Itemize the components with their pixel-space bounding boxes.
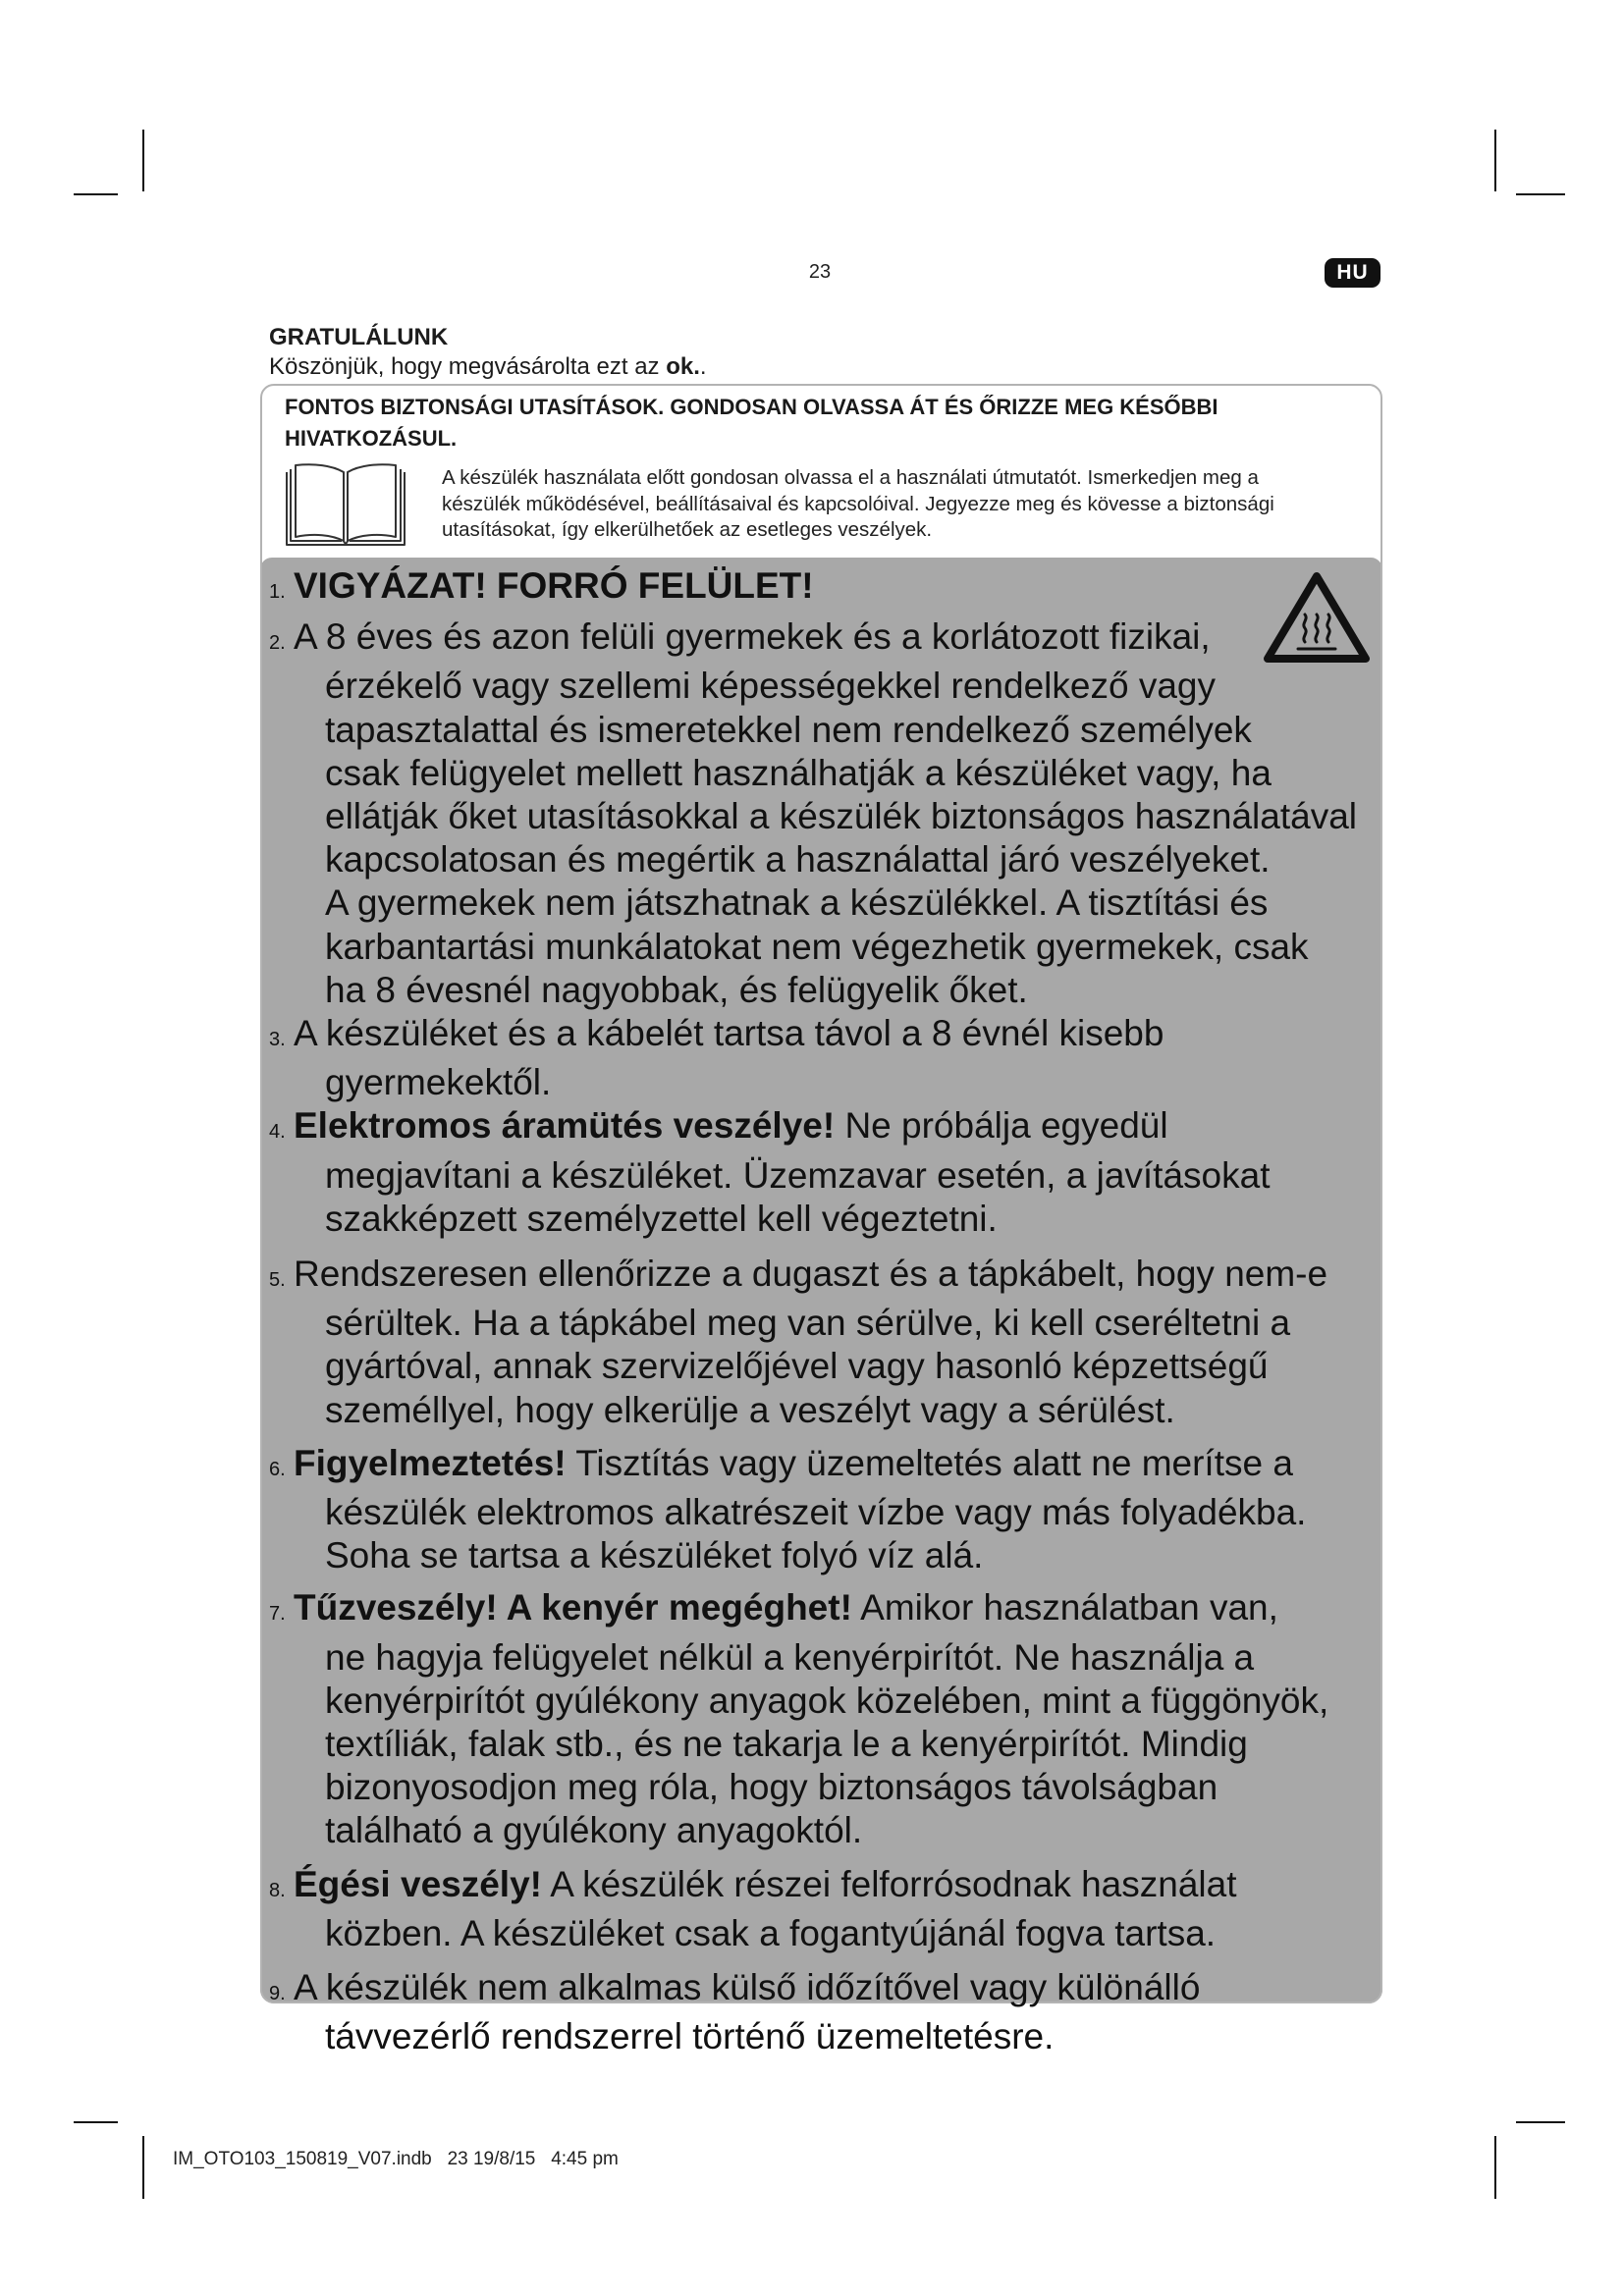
safety-item-line: kapcsolatosan és megértik a használattal járó veszélyeket. [325,839,1271,881]
safety-item-line: személlyel, hogy elkerülje a veszélyt vagy a sérülést. [325,1389,1175,1430]
crop-mark-bottom-left-vertical [142,2136,144,2199]
safety-item-line: kenyérpirítót gyúlékony anyagok közelében, mint a függönyök, [325,1680,1329,1721]
item-text: A készüléket és a kábelét tartsa távol a 8 évnél kisebb [294,1013,1164,1054]
safety-item [269,615,1382,1012]
item-number: 9. [269,1983,286,2005]
safety-items-list [269,564,1382,2059]
safety-item [269,1863,1382,1955]
safety-item-line [269,564,1382,614]
safety-item-line: sérültek. Ha a tápkábel meg van sérülve, ki kell cseréltetni a [325,1303,1291,1344]
safety-item-line: megjavítani a készüléket. Üzemzavar esetén, a javításokat [325,1154,1271,1196]
safety-item-line: ha 8 évesnél nagyobbak, és felügyelik őket. [325,969,1028,1010]
safety-item-line: távvezérlő rendszerrel történő üzemeltetésre. [325,2016,1055,2057]
safety-item-line [269,1104,1382,1153]
thanks-text: Köszönjük, hogy megvásárolta ezt az [269,353,667,380]
safety-note-line: A készülék használata előtt gondosan olvassa el a használati útmutatót. Ismerkedjen meg a [442,466,1259,489]
item-number: 8. [269,1879,286,1901]
item-bold-text: Elektromos áramütés veszélye! [294,1105,836,1147]
item-number: 7. [269,1603,286,1626]
safety-item-line: ne hagyja felügyelet nélkül a kenyérpirítót. Ne használja a [325,1636,1255,1678]
safety-item-line: A gyermekek nem játszhatnak a készülékkel. A tisztítási és [325,882,1269,924]
safety-item-line: Soha se tartsa a készüléket folyó víz alá. [325,1535,984,1576]
safety-item-line: gyermekektől. [325,1062,552,1103]
page-number: 23 [808,261,832,283]
safety-item-line: tapasztalattal és ismeretekkel nem rendelkező személyek [325,709,1252,750]
safety-item-line: textíliák, falak stb., és ne takarja le a kenyérpirítót. Mindig [325,1724,1248,1765]
intro-thanks [269,353,707,381]
thanks-brand: ok. [666,353,700,380]
safety-item-line: szakképzett személyzettel kell végeztetni. [325,1198,998,1239]
item-text: Ne próbálja egyedül [835,1105,1168,1147]
crop-mark-top-right-vertical [1494,130,1496,191]
safety-item-line: készülék elektromos alkatrészeit vízbe vagy más folyadékba. [325,1492,1307,1533]
safety-item-line: ellátják őket utasításokkal a készülék biztonságos használatával [325,796,1357,837]
safety-item-line: csak felügyelet mellett használhatják a készüléket vagy, ha [325,752,1272,793]
item-bold-text: Égési veszély! [294,1863,542,1904]
safety-note-line: készülék működésével, beállításaival és kapcsolóival. Jegyezze meg és kövesse a biztonsági [442,492,1274,515]
item-bold-text: Figyelmeztetés! [294,1442,567,1483]
safety-item-line: bizonyosodjon meg róla, hogy biztonságos távolságban [325,1767,1218,1808]
item-text: Amikor használatban van, [851,1587,1278,1629]
item-number: 1. [269,581,286,603]
safety-item-line [269,615,1382,665]
safety-item [269,1012,1382,1104]
safety-item-line [269,1966,1382,2015]
safety-heading-line: FONTOS BIZTONSÁGI UTASÍTÁSOK. GONDOSAN OLVASSA ÁT ÉS ŐRIZZE MEG KÉSŐBBI [285,395,1218,419]
safety-item-line: érzékelő vagy szellemi képességekkel rendelkező vagy [325,666,1216,707]
crop-mark-bottom-right-vertical [1494,2136,1496,2199]
item-bold-text: Tűzveszély! A kenyér megéghet! [294,1587,852,1629]
thanks-end: . [699,353,707,380]
item-bold-text: VIGYÁZAT! FORRÓ FELÜLET! [294,565,814,606]
safety-heading-line: HIVATKOZÁSUL. [285,426,458,451]
crop-mark-bottom-right-horizontal [1516,2121,1565,2123]
intro-title: GRATULÁLUNK [269,324,449,350]
item-number: 6. [269,1458,286,1480]
safety-note-line: utasításokat, így elkerülhetőek az esetleges veszélyek. [442,518,933,541]
safety-item [269,1253,1382,1432]
safety-item-line: karbantartási munkálatokat nem végezhetik gyermekek, csak [325,926,1309,967]
safety-item-line: gyártóval, annak szervizelőjével vagy hasonló képzettségű [325,1346,1269,1387]
item-text: A 8 éves és azon felüli gyermekek és a korlátozott fizikai, [294,616,1211,658]
safety-item-line [269,1586,1382,1635]
safety-item [269,1586,1382,1852]
crop-mark-top-right-horizontal [1516,193,1565,195]
item-number: 2. [269,632,286,655]
safety-item-line [269,1012,1382,1061]
safety-item-line [269,1253,1382,1302]
crop-mark-bottom-left-horizontal [74,2121,118,2123]
safety-item [269,1442,1382,1578]
crop-mark-top-left-vertical [142,130,144,191]
item-text: Tisztítás vagy üzemeltetés alatt ne merítse a [566,1442,1293,1483]
safety-item [269,564,1382,614]
item-text: A készülék részei felforrósodnak használat [541,1863,1237,1904]
crop-mark-top-left-horizontal [74,193,118,195]
safety-item-line: található a gyúlékony anyagoktól. [325,1810,863,1851]
safety-item-line [269,1442,1382,1491]
safety-item [269,1966,1382,2058]
item-number: 5. [269,1269,286,1292]
item-number: 3. [269,1029,286,1051]
safety-item-line [269,1863,1382,1912]
language-badge: HU [1325,258,1380,288]
safety-item [269,1104,1382,1241]
item-text: Rendszeresen ellenőrizze a dugaszt és a tápkábelt, hogy nem-e [294,1254,1328,1295]
safety-item-line: közben. A készüléket csak a fogantyújánál fogva tartsa. [325,1912,1217,1953]
print-slug: IM_OTO103_150819_V07.indb 23 19/8/15 4:45 pm [173,2149,619,2169]
item-number: 4. [269,1121,286,1144]
item-text: A készülék nem alkalmas külső időzítővel vagy különálló [294,1967,1201,2008]
